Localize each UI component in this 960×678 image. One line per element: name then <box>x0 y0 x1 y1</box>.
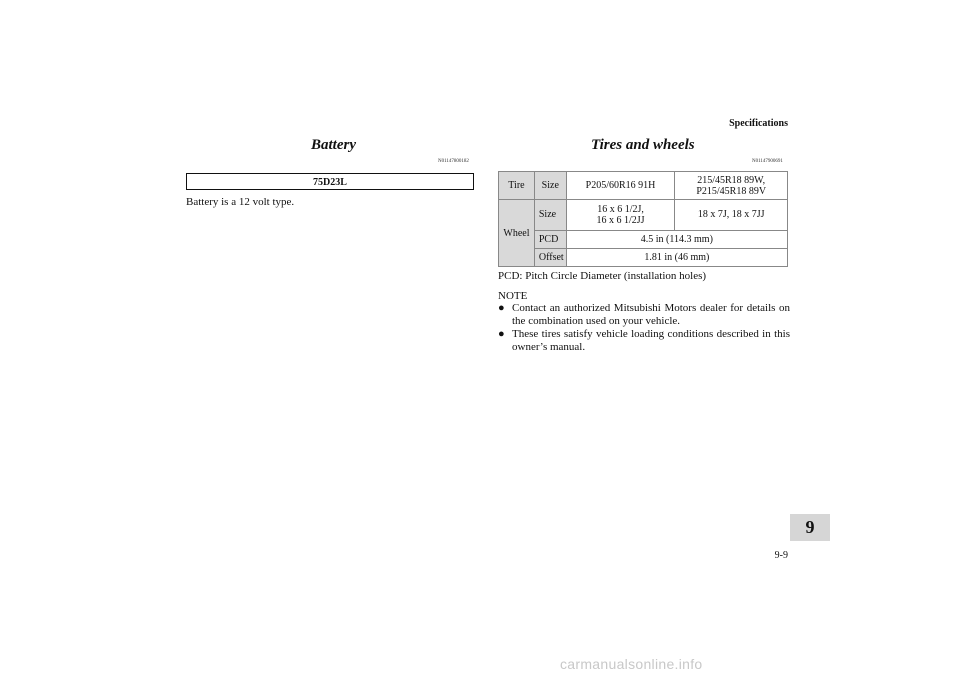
tire-size-b <box>675 172 788 200</box>
pcd-value: 4.5 in (114.3 mm) <box>566 230 787 248</box>
note-list <box>498 302 790 354</box>
note-text: Contact an authorized Mitsubishi Motors dealer for details on the combination used on your vehicle. <box>512 302 790 327</box>
battery-heading: Battery <box>311 137 356 153</box>
page-number: 9-9 <box>774 550 788 561</box>
wheel-size-label: Size <box>534 200 566 230</box>
tires-code: N01147900691 <box>752 159 783 164</box>
tires-wheels-table <box>498 171 788 267</box>
tires-heading: Tires and wheels <box>591 137 695 153</box>
pcd-note: PCD: Pitch Circle Diameter (installation holes) <box>498 270 707 282</box>
offset-value: 1.81 in (46 mm) <box>566 248 787 266</box>
battery-model-box: 75D23L <box>186 173 474 190</box>
wheel-size-a-line1: 16 x 6 1/2J, <box>597 203 644 215</box>
bullet-icon: ● <box>498 328 505 340</box>
pcd-label: PCD <box>534 230 566 248</box>
chapter-tab: 9 <box>790 514 830 541</box>
bullet-icon: ● <box>498 302 505 314</box>
battery-code: N01147800182 <box>438 159 469 164</box>
page-header-title: Specifications <box>729 118 788 129</box>
note-item <box>498 328 790 354</box>
offset-label: Offset <box>534 248 566 266</box>
wheel-size-a-line2: 16 x 6 1/2JJ <box>596 214 645 226</box>
watermark: carmanualsonline.info <box>560 656 703 672</box>
tire-size-b-line1: 215/45R18 89W, <box>697 174 766 186</box>
wheel-label: Wheel <box>499 200 535 267</box>
note-item <box>498 302 790 328</box>
wheel-size-a <box>566 200 675 230</box>
battery-text: Battery is a 12 volt type. <box>186 196 295 208</box>
tire-size-b-line2: P215/45R18 89V <box>696 185 767 197</box>
tire-label: Tire <box>499 172 535 200</box>
tire-size-a: P205/60R16 91H <box>566 172 675 200</box>
tire-size-label: Size <box>534 172 566 200</box>
note-text: These tires satisfy vehicle loading conditions described in this owner’s manual. <box>512 328 790 353</box>
wheel-size-b: 18 x 7J, 18 x 7JJ <box>675 200 788 230</box>
note-title: NOTE <box>498 290 528 302</box>
